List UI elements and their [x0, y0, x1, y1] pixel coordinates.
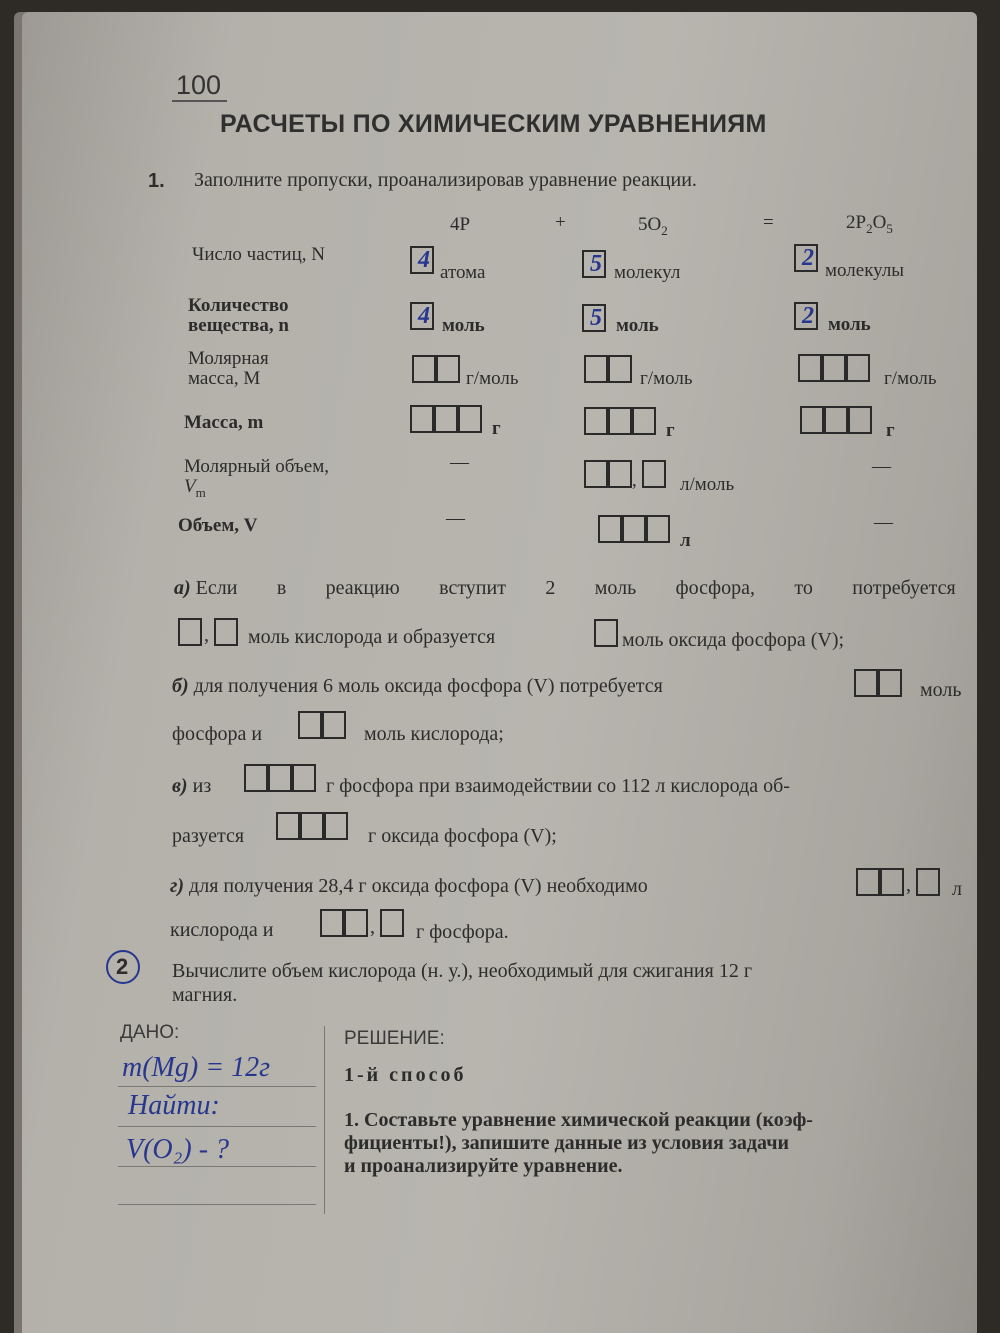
answer-box[interactable] — [276, 812, 300, 840]
subtask-v-text2: г фосфора при взаимодействии со 112 л кислорода об- — [326, 775, 790, 797]
row-amount-label-1: Количество — [188, 295, 289, 316]
subtask-a-text3: моль оксида фосфора (V); — [622, 629, 845, 651]
answer-box[interactable] — [412, 355, 436, 383]
answer-box[interactable] — [856, 868, 880, 896]
answer-box[interactable] — [800, 406, 824, 434]
unit-mol: моль — [616, 315, 659, 336]
answer-box[interactable] — [622, 515, 646, 543]
answer-box[interactable] — [848, 406, 872, 434]
subtask-g-line1: г) для получения 28,4 г оксида фосфора (V) необходимо — [170, 875, 648, 897]
unit-g-per-mol: г/моль — [640, 368, 693, 389]
row-volume-label: Объем, V — [178, 515, 258, 536]
unit-mol: моль — [442, 315, 485, 336]
answer-box[interactable] — [642, 460, 666, 488]
solution-step-line1: 1. Составьте уравнение химической реакции (коэф- — [344, 1109, 813, 1131]
decimal-comma: , — [370, 916, 375, 938]
ruled-line — [118, 1204, 316, 1205]
page-title: РАСЧЕТЫ ПО ХИМИЧЕСКИМ УРАВНЕНИЯМ — [220, 110, 767, 138]
row-molar-volume-label-2: $V_m$ — [184, 476, 206, 500]
given-line2-handwritten: Найти: — [128, 1090, 220, 1121]
answer-box[interactable] — [292, 764, 316, 792]
workbook-page — [22, 12, 977, 1333]
subtask-g-text3: кислорода и — [170, 919, 274, 941]
subtask-g-text4: г фосфора. — [416, 921, 509, 943]
row-molar-mass-label-2: масса, M — [188, 368, 261, 389]
ruled-line — [118, 1126, 316, 1127]
answer-box[interactable]: 4 — [410, 246, 434, 274]
equation-reactant2: $5O_2$ — [638, 214, 668, 238]
solution-step-line2: фициенты!), запишите данные из условия задачи — [344, 1132, 789, 1154]
unit-g-per-mol: г/моль — [466, 368, 519, 389]
subtask-g-text2: л — [952, 878, 962, 900]
row-mass-label: Масса, m — [184, 412, 264, 433]
row-molar-volume-label-1: Молярный объем, — [184, 456, 329, 477]
answer-box[interactable] — [244, 764, 268, 792]
answer-box[interactable] — [594, 619, 618, 647]
answer-box[interactable] — [380, 909, 404, 937]
answer-box[interactable] — [824, 406, 848, 434]
answer-box[interactable] — [608, 460, 632, 488]
unit-g: г — [492, 418, 501, 439]
row-amount-label-2: вещества, n — [188, 315, 289, 336]
unit-molecules-plural: молекулы — [825, 260, 905, 281]
answer-box[interactable] — [320, 909, 344, 937]
answer-box[interactable] — [584, 460, 608, 488]
dash: — — [874, 512, 893, 533]
ruled-line — [118, 1086, 316, 1087]
answer-box[interactable] — [880, 868, 904, 896]
answer-box[interactable] — [458, 405, 482, 433]
answer-box[interactable] — [178, 618, 202, 646]
dash: — — [872, 456, 891, 477]
unit-atoms: атома — [440, 262, 486, 283]
task2-text-line1: Вычислите объем кислорода (н. у.), необходимый для сжигания 12 г — [172, 960, 753, 982]
answer-box[interactable] — [436, 355, 460, 383]
answer-box[interactable] — [608, 355, 632, 383]
given-divider — [324, 1026, 325, 1214]
task1-instruction: Заполните пропуски, проанализировав уравнение реакции. — [194, 169, 697, 191]
solution-method: 1-й способ — [344, 1064, 467, 1086]
dash: — — [450, 452, 469, 473]
subtask-b-text3: фосфора и — [172, 723, 263, 745]
unit-molecules: молекул — [614, 262, 681, 283]
equation-product: $2P_2O_5$ — [846, 212, 893, 236]
task2-number: 2 — [116, 954, 129, 979]
unit-l: л — [680, 530, 691, 551]
answer-box[interactable]: 4 — [410, 302, 434, 330]
answer-box[interactable] — [214, 618, 238, 646]
answer-box[interactable] — [608, 407, 632, 435]
unit-g-per-mol: г/моль — [884, 368, 937, 389]
answer-box[interactable] — [344, 909, 368, 937]
subtask-v-text4: г оксида фосфора (V); — [368, 825, 557, 847]
answer-box[interactable] — [798, 354, 822, 382]
answer-box[interactable] — [916, 868, 940, 896]
solution-step-line3: и проанализируйте уравнение. — [344, 1155, 623, 1177]
subtask-v-line1: в) из — [172, 775, 212, 797]
answer-box[interactable] — [434, 405, 458, 433]
answer-box[interactable]: 2 — [794, 302, 818, 330]
answer-box[interactable] — [878, 669, 902, 697]
answer-box[interactable] — [298, 711, 322, 739]
given-header: ДАНО: — [120, 1022, 180, 1043]
equation-equals: = — [763, 212, 774, 233]
unit-g: г — [666, 420, 675, 441]
row-molar-mass-label-1: Молярная — [188, 348, 269, 369]
task2-text-line2: магния. — [172, 984, 238, 1006]
answer-box[interactable]: 2 — [794, 244, 818, 272]
page-number: 100 — [172, 70, 227, 102]
decimal-comma: , — [632, 470, 637, 491]
decimal-comma: , — [906, 874, 911, 896]
subtask-a-text2: моль кислорода и образуется — [248, 626, 496, 648]
unit-mol: моль — [828, 314, 871, 335]
answer-box[interactable] — [854, 669, 878, 697]
answer-box[interactable] — [822, 354, 846, 382]
answer-box[interactable]: 5 — [582, 304, 606, 332]
answer-box[interactable]: 5 — [582, 250, 606, 278]
dash: — — [446, 508, 465, 529]
answer-box[interactable] — [410, 405, 434, 433]
answer-box[interactable] — [584, 407, 608, 435]
row-particles-label: Число частиц, N — [192, 244, 325, 265]
answer-box[interactable] — [584, 355, 608, 383]
answer-box[interactable] — [322, 711, 346, 739]
answer-box[interactable] — [632, 407, 656, 435]
unit-l-per-mol: л/моль — [680, 474, 735, 495]
given-line1-handwritten: m(Mg) = 12г — [122, 1052, 271, 1083]
answer-box[interactable] — [598, 515, 622, 543]
given-line3-handwritten: V(O₂) - ? — [126, 1134, 230, 1165]
solution-header: РЕШЕНИЕ: — [344, 1028, 445, 1049]
subtask-b-text2: моль — [920, 679, 962, 701]
task1-number: 1. — [148, 170, 165, 192]
decimal-comma: , — [204, 624, 209, 646]
answer-box[interactable] — [268, 764, 292, 792]
subtask-b-text4: моль кислорода; — [364, 723, 504, 745]
equation-plus: + — [555, 212, 566, 233]
equation-reactant1: 4P — [450, 214, 471, 235]
subtask-v-text3: разуется — [172, 825, 245, 847]
unit-g: г — [886, 420, 895, 441]
answer-box[interactable] — [300, 812, 324, 840]
ruled-line — [118, 1166, 316, 1167]
subtask-a-line1: а) Если в реакцию вступит 2 моль фосфора, то потребуется — [174, 577, 956, 599]
answer-box[interactable] — [646, 515, 670, 543]
answer-box[interactable] — [846, 354, 870, 382]
subtask-b-line1: б) для получения 6 моль оксида фосфора (V) потребуется — [172, 675, 663, 697]
answer-box[interactable] — [324, 812, 348, 840]
